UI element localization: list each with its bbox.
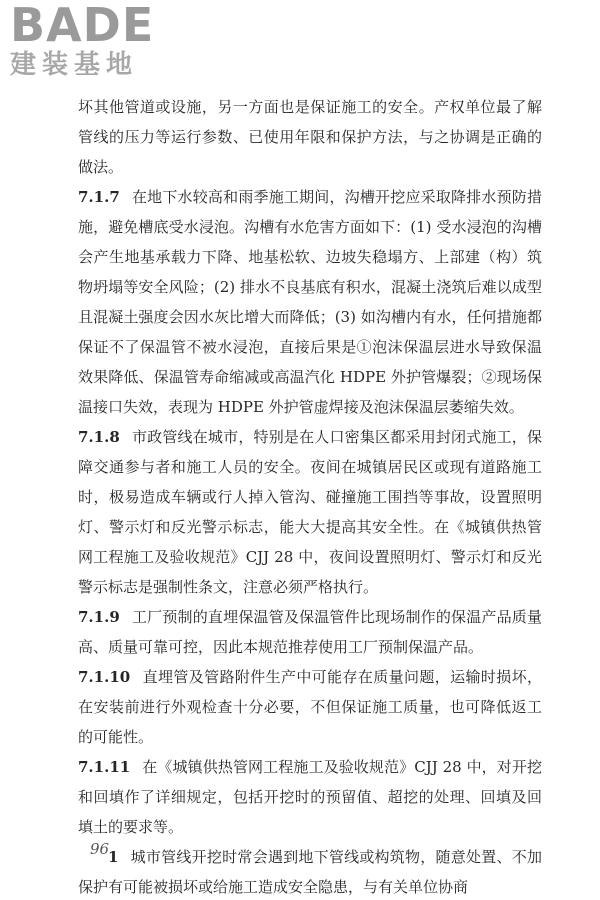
section-number: 7.1.8 bbox=[78, 428, 120, 446]
paragraph-text: 工厂预制的直埋保温管及保温管件比现场制作的保温产品质量高、质量可靠可控，因此本规范推荐使用工厂预制保温产品。 bbox=[78, 608, 542, 656]
paragraph-text: 在地下水较高和雨季施工期间，沟槽开挖应采取降排水预防措施，避免槽底受水浸泡。沟槽有水危害方面如下：(1) 受水浸泡的沟槽会产生地基承载力下降、地基松软、边坡失稳塌方、上部建（构）筑物坍塌等安全风险；(2) 排水不良基底有积水，混凝土浇筑后难以成型且混凝土强度会因水灰比增大而降低；(3) 如沟槽内有水，任何措施都保证不了保温管不被水浸泡，直接后果是①泡沫保温层进水导致保温效果降低、保温管寿命缩减或高温汽化 HDPE 外护管爆裂；②现场保温接口失效，表现为 HDPE 外护管虚焊接及泡沫保温层萎缩失效。 bbox=[78, 188, 542, 416]
page-body bbox=[78, 92, 542, 900]
section-7-1-8 bbox=[78, 422, 542, 602]
paragraph-text: 坏其他管道或设施，另一方面也是保证施工的安全。产权单位最了解管线的压力等运行参数、已使用年限和保护方法，与之协调是正确的做法。 bbox=[78, 98, 542, 176]
logo-subtitle: 建装基地 bbox=[10, 50, 139, 80]
list-item-1 bbox=[78, 842, 542, 900]
paragraph-continuation bbox=[78, 92, 542, 182]
section-7-1-9 bbox=[78, 602, 542, 662]
section-7-1-10 bbox=[78, 662, 542, 752]
bade-logo bbox=[10, 2, 190, 80]
section-7-1-7 bbox=[78, 182, 542, 422]
section-number: 7.1.7 bbox=[78, 188, 120, 206]
paragraph-text: 市政管线在城市，特别是在人口密集区都采用封闭式施工，保障交通参与者和施工人员的安全。夜间在城镇居民区或现有道路施工时，极易造成车辆或行人掉入管沟、碰撞施工围挡等事故，设置照明灯、警示灯和反光警示标志，能大大提高其安全性。在《城镇供热管网工程施工及验收规范》CJJ 28 中，夜间设置照明灯、警示灯和反光警示标志是强制性条文，注意必须严格执行。 bbox=[78, 428, 542, 596]
paragraph-text: 在《城镇供热管网工程施工及验收规范》CJJ 28 中，对开挖和回填作了详细规定，包括开挖时的预留值、超挖的处理、回填及回填土的要求等。 bbox=[78, 758, 542, 836]
page-number: 96 bbox=[90, 840, 110, 858]
section-number: 7.1.10 bbox=[78, 668, 131, 686]
section-number: 7.1.9 bbox=[78, 608, 120, 626]
section-7-1-11 bbox=[78, 752, 542, 842]
item-number: 1 bbox=[108, 848, 119, 866]
logo-wordmark: BADE bbox=[10, 0, 155, 52]
section-number: 7.1.11 bbox=[78, 758, 131, 776]
paragraph-text: 城市管线开挖时常会遇到地下管线或构筑物，随意处置、不加保护有可能被损坏或给施工造成安全隐患，与有关单位协商 bbox=[78, 848, 542, 896]
paragraph-text: 直埋管及管路附件生产中可能存在质量问题，运输时损坏，在安装前进行外观检查十分必要，不但保证施工质量，也可降低返工的可能性。 bbox=[78, 668, 542, 746]
